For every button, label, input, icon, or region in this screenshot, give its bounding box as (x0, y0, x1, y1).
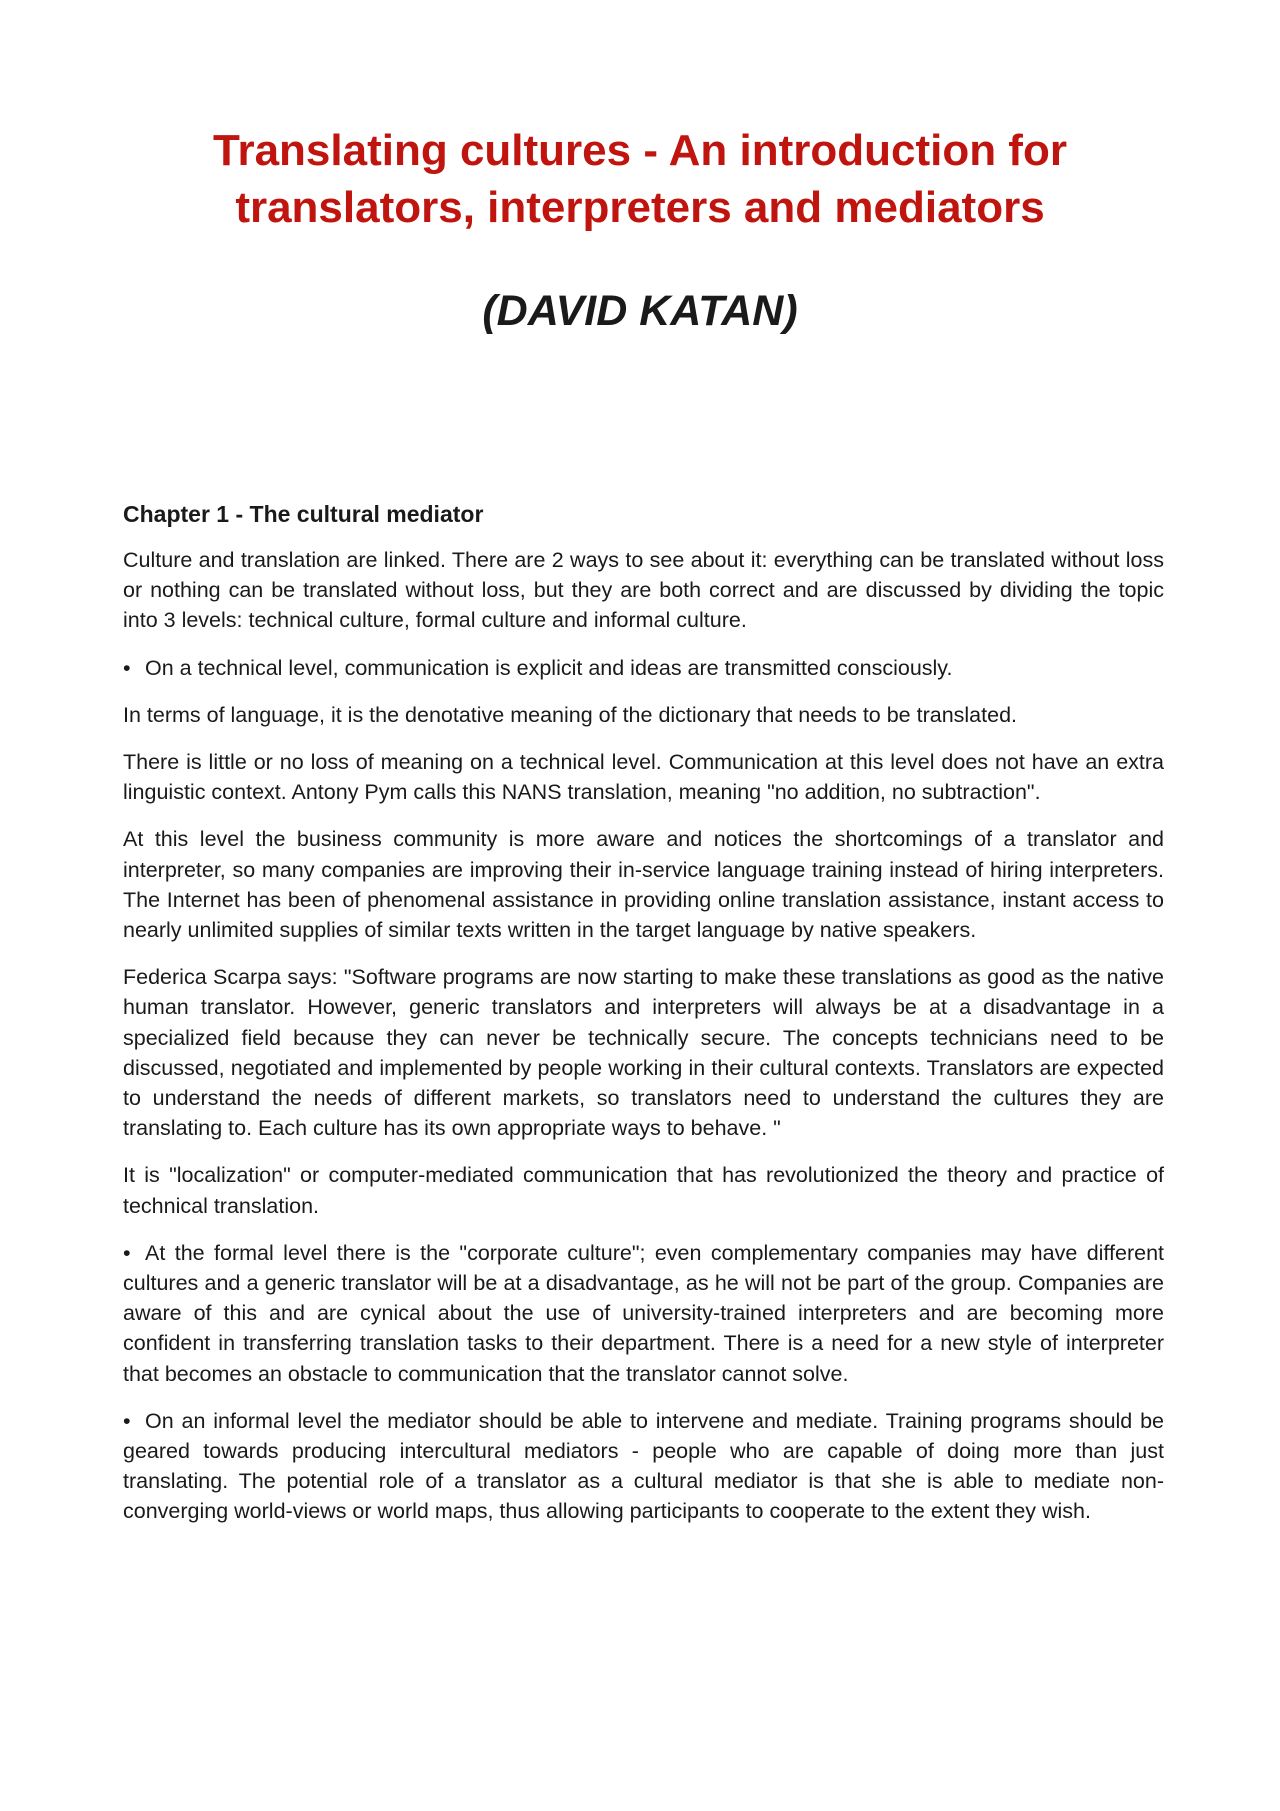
bullet-marker: • (123, 1240, 131, 1265)
paragraph-text: On a technical level, communication is explicit and ideas are transmitted consciously. (145, 655, 953, 680)
bullet-paragraph (123, 653, 1164, 683)
paragraph: In terms of language, it is the denotative meaning of the dictionary that needs to be translated. (123, 702, 1018, 727)
chapter-heading: Chapter 1 - The cultural mediator (123, 501, 484, 527)
title-line-2: translators, interpreters and mediators (235, 183, 1045, 232)
paragraph: It is "localization" or computer-mediated communication that has revolutionized the theory and practice of technical translation. (123, 1163, 1164, 1218)
paragraph: Culture and translation are linked. There are 2 ways to see about it: everything can be translated without loss or nothing can be translated without loss, but they are both correct and are discussed by dividing the topic into 3 levels: technical culture, formal culture and informal culture. (123, 548, 1164, 633)
bullet-marker: • (123, 1408, 131, 1433)
document-title (100, 122, 1180, 236)
bullet-paragraph (123, 1406, 1164, 1527)
paragraph: There is little or no loss of meaning on a technical level. Communication at this level does not have an extra linguistic context. Antony Pym calls this NANS translation, meaning "no addition, no subtraction". (123, 750, 1164, 805)
bullet-marker: • (123, 655, 131, 680)
paragraph: At this level the business community is more aware and notices the shortcomings of a translator and interpreter, so many companies are improving their in-service language training instead of hiring interpreters. The Internet has been of phenomenal assistance in providing online translation assistance, instant access to nearly unlimited supplies of similar texts written in the target language by native speakers. (123, 827, 1164, 943)
body-text (123, 545, 1164, 1544)
paragraph-text: On an informal level the mediator should be able to intervene and mediate. Training programs should be geared towards producing intercultural mediators - people who are capable of doing more than just translating. The potential role of a translator as a cultural mediator is that she is able to mediate non-converging world-views or world maps, thus allowing participants to cooperate to the extent they wish. (123, 1408, 1164, 1524)
title-line-1: Translating cultures - An introduction for (213, 126, 1067, 175)
author-name: (DAVID KATAN) (482, 287, 798, 335)
paragraph-text: At the formal level there is the "corporate culture"; even complementary companies may have different cultures and a generic translator will be at a disadvantage, as he will not be part of the group. Companies are aware of this and are cynical about the use of university-trained interpreters and are becoming more confident in transferring translation tasks to their department. There is a need for a new style of interpreter that becomes an obstacle to communication that the translator cannot solve. (123, 1240, 1164, 1386)
paragraph: Federica Scarpa says: "Software programs are now starting to make these translations as good as the native human translator. However, generic translators and interpreters will always be at a disadvantage in a specialized field because they can never be technically secure. The concepts technicians need to be discussed, negotiated and implemented by people working in their cultural contexts. Translators are expected to understand the needs of different markets, so translators need to understand the cultures they are translating to. Each culture has its own appropriate ways to behave. " (123, 965, 1164, 1141)
bullet-paragraph (123, 1238, 1164, 1389)
